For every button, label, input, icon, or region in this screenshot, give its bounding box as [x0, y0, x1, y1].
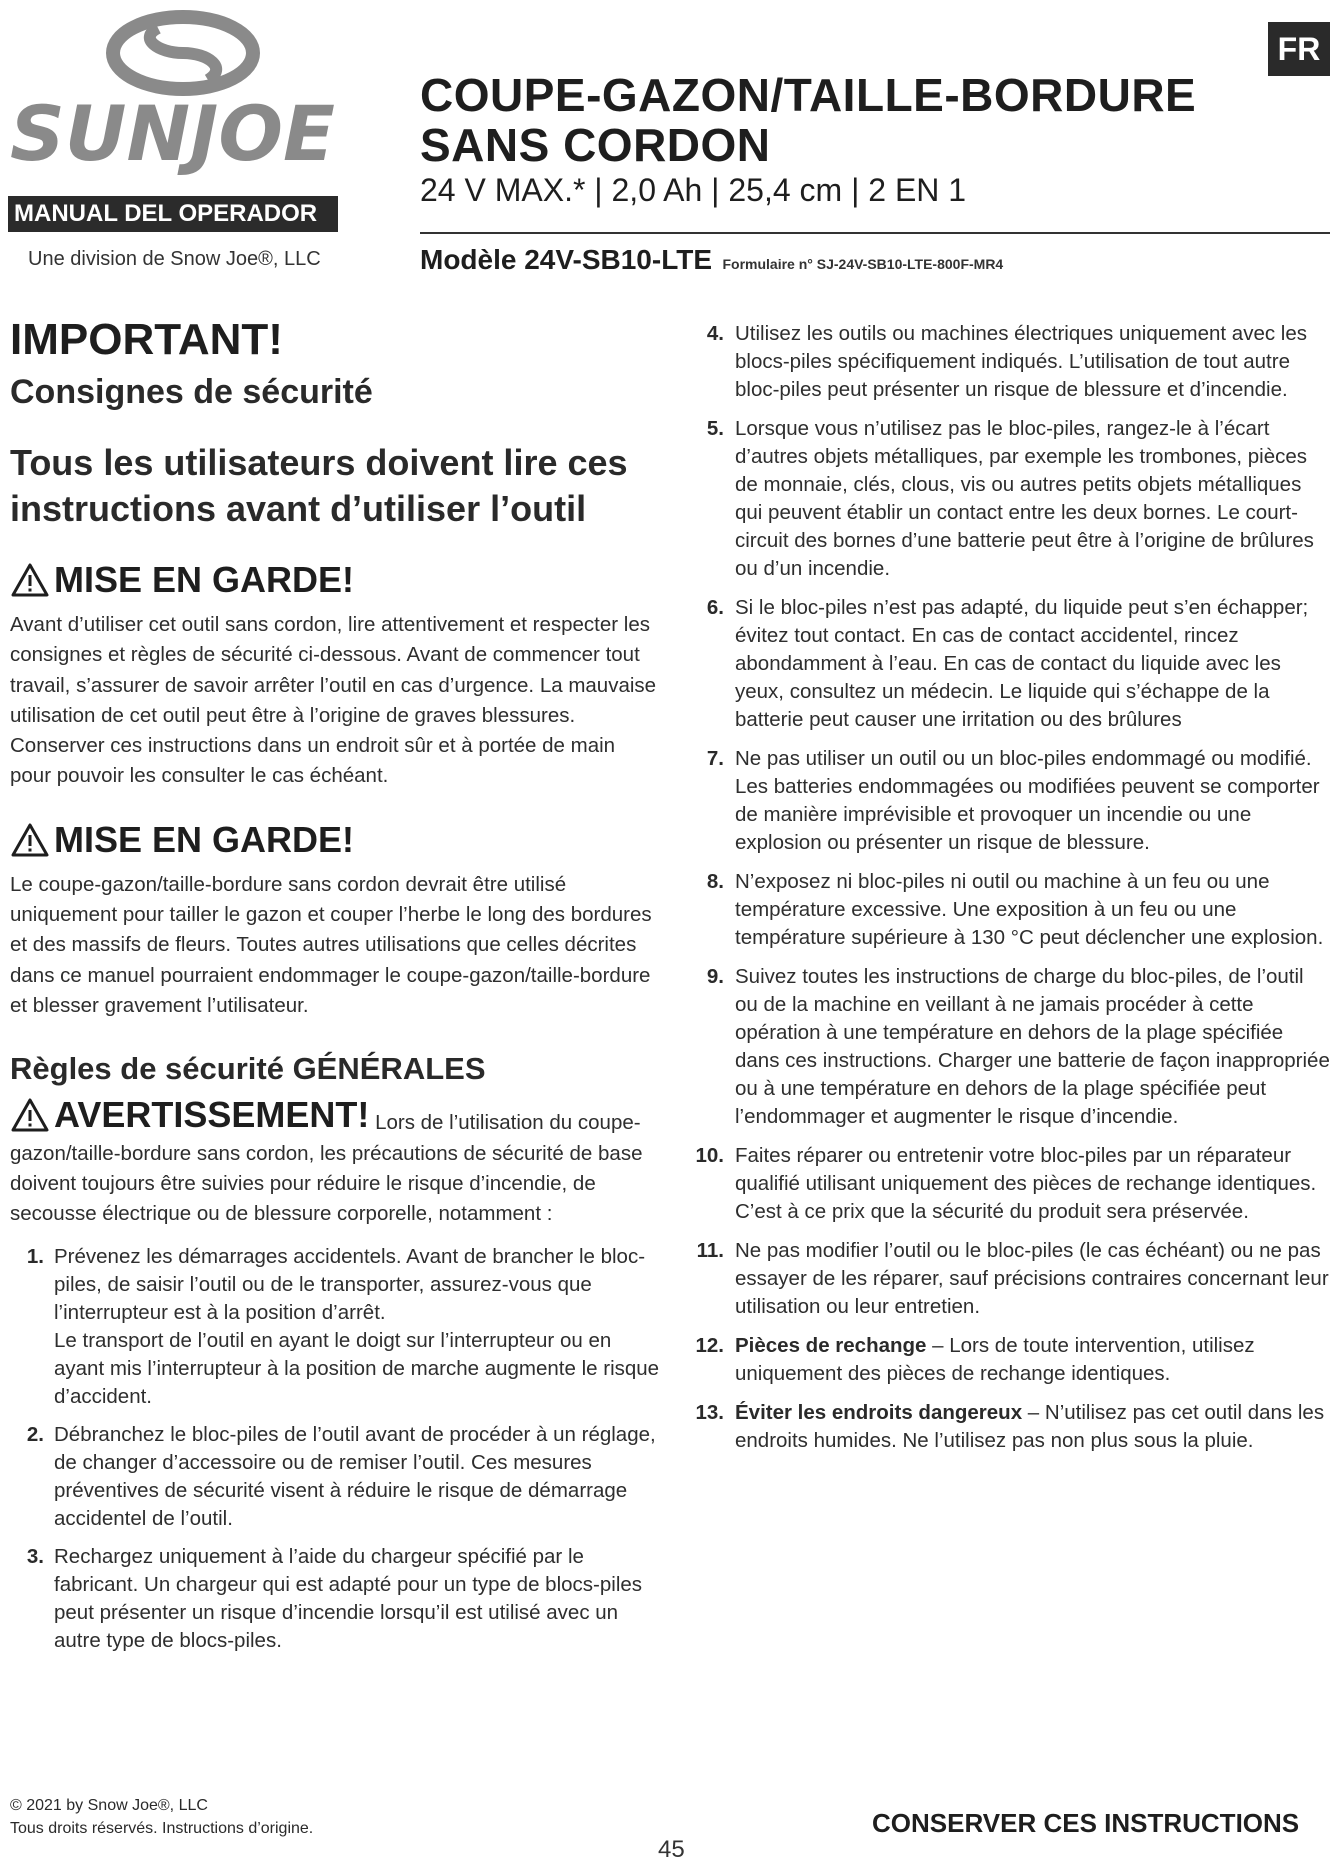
item-text: Rechargez uniquement à l’aide du chargeur spécifié par le fabricant. Un chargeur qui est adapté pour un type de blocs-piles peut présenter un risque d’incendie lorsqu’il est utilisé avec un autre type de blocs-piles.: [54, 1545, 643, 1653]
warning-heading-2: [10, 818, 660, 862]
item-number: 7.: [706, 747, 724, 770]
item-text: Lorsque vous n’utilisez pas le bloc-piles, rangez-le à l’écart d’autres objets métalliques, par exemple les trombones, pièces de monnaie, clés, clous, vis ou autres petits objets métalliques qui peuvent établir un contact entre les deux bornes. Le court-circuit des bornes d’une batterie peut être à l’origine de brûlures ou d’un incendie.: [735, 417, 1314, 580]
item-number: 1.: [26, 1245, 44, 1269]
list-item: [692, 415, 1332, 583]
read-all-heading: Tous les utilisateurs doivent lire ces instructions avant d’utiliser l’outil: [10, 442, 628, 529]
list-item: [10, 1543, 660, 1655]
safety-list-left: [10, 1243, 660, 1655]
safety-instructions-heading: Consignes de sécurité: [10, 373, 373, 411]
warning-triangle-icon: [10, 822, 50, 858]
item-text: Si le bloc-piles n’est pas adapté, du liquide peut s’en échapper; évitez tout contact. En cas de contact accidentel, rincez abondamment à l’eau. En cas de contact du liquide avec les yeux, consultez un médecin. Le liquide qui s’échappe de la batterie peut causer une irritation ou des brûlures: [735, 596, 1309, 731]
warning-title: MISE EN GARDE!: [54, 818, 355, 860]
item-text: Suivez toutes les instructions de charge du bloc-piles, de l’outil ou de la machine en veillant à ne jamais procéder à cette opération à une température en dehors de la plage spécifiée dans ces instructions. Charger une batterie de façon inappropriée ou à une température en dehors de la plage spécifiée peut l’endommager et augmenter le risque d’incendie.: [735, 965, 1330, 1128]
page-number: 45: [658, 1836, 685, 1863]
list-item: [692, 868, 1332, 952]
logo-wordmark: SUNJOE: [10, 89, 335, 178]
list-item: [692, 1332, 1332, 1388]
language-badge: FR: [1268, 22, 1330, 76]
warning-triangle-icon: [10, 562, 50, 598]
keep-instructions: CONSERVER CES INSTRUCTIONS: [872, 1808, 1300, 1838]
list-item: [692, 1142, 1332, 1226]
warning-triangle-icon: [10, 1097, 50, 1133]
list-item: [692, 963, 1332, 1131]
item-number: 13.: [695, 1401, 724, 1424]
item-number: 11.: [696, 1239, 724, 1262]
item-number: 9.: [706, 965, 724, 988]
list-item: [692, 1237, 1332, 1321]
right-column: [692, 320, 1332, 1466]
warning-text-2: Le coupe-gazon/taille-bordure sans cordon devrait être utilisé uniquement pour tailler le gazon et couper l’herbe le long des bordures et des massifs de fleurs. Toutes autres utilisations que celles décrites dans ce manuel pourraient endommager le coupe-gazon/taille-bordure et blesser gravement l’utilisateur.: [10, 872, 652, 1017]
header-divider: [420, 232, 1330, 234]
avertissement-title: AVERTISSEMENT!: [54, 1094, 370, 1136]
item-text: – N’utilisez pas cet outil dans les endroits humides. Ne l’utilisez pas non plus sous la pluie.: [735, 1401, 1325, 1452]
item-text: Ne pas utiliser un outil ou un bloc-piles endommagé ou modifié. Les batteries endommagées ou modifiées peuvent se comporter de manière imprévisible et provoquer un incendie ou une explosion ou présenter un risque de blessure.: [735, 747, 1320, 854]
item-text: Prévenez les démarrages accidentels. Avant de brancher le bloc-piles, de saisir l’outil ou de le transporter, assurez-vous que l’interrupteur est à la position d’arrêt.: [54, 1245, 646, 1325]
list-item: [692, 1399, 1332, 1455]
product-title-line2: SANS CORDON: [420, 119, 771, 171]
warning-title: MISE EN GARDE!: [54, 559, 355, 600]
item-lead: Pièces de rechange: [735, 1334, 927, 1357]
item-number: 4.: [706, 322, 724, 345]
model-number: Modèle 24V-SB10-LTE: [420, 244, 713, 275]
item-number: 2.: [26, 1423, 44, 1447]
item-text: Faites réparer ou entretenir votre bloc-piles par un réparateur qualifié utilisant uniquement des pièces de rechange identiques. C’est à ce prix que la sécurité du produit sera préservée.: [735, 1144, 1317, 1223]
important-heading: IMPORTANT!: [10, 315, 283, 364]
safety-list-right: [692, 320, 1332, 1455]
general-rules-heading: Règles de sécurité GÉNÉRALES: [10, 1051, 486, 1087]
model-line: [420, 244, 1003, 276]
manual-label: MANUAL DEL OPERADOR: [8, 196, 338, 232]
sunjoe-logo: [8, 8, 338, 178]
copyright: [10, 1794, 313, 1840]
item-lead: Éviter les endroits dangereux: [735, 1401, 1023, 1424]
item-number: 3.: [26, 1545, 44, 1569]
product-specs: 24 V MAX.* | 2,0 Ah | 25,4 cm | 2 EN 1: [420, 172, 967, 208]
item-text-continued: Le transport de l’outil en ayant le doigt sur l’interrupteur ou en ayant mis l’interrupteur à la position de marche augmente le risque d’accident.: [54, 1329, 660, 1409]
avertissement-text: Lors de l’utilisation du coupe-gazon/taille-bordure sans cordon, les précautions de sécurité de base doivent toujours être suivies pour réduire le risque d’incendie, de secousse électrique ou de blessure corporelle, notamment :: [10, 1111, 643, 1226]
list-item: [10, 1421, 660, 1533]
form-number: Formulaire n° SJ-24V-SB10-LTE-800F-MR4: [722, 256, 1004, 272]
item-number: 5.: [706, 417, 724, 440]
item-text: Utilisez les outils ou machines électriques uniquement avec les blocs-piles spécifiquement indiqués. L’utilisation de tout autre bloc-piles peut présenter un risque de blessure et d’incendie.: [735, 322, 1308, 401]
warning-heading-1: [10, 558, 660, 602]
avertissement-heading: [10, 1094, 370, 1136]
avertissement-block: [10, 1094, 660, 1229]
item-number: 8.: [706, 870, 724, 893]
item-text: Ne pas modifier l’outil ou le bloc-piles (le cas échéant) ou ne pas essayer de les réparer, sauf précisions contraires concernant leur utilisation ou leur entretien.: [735, 1239, 1329, 1318]
item-text: Débranchez le bloc-piles de l’outil avant de procéder à un réglage, de changer d’accessoire ou de remiser l’outil. Ces mesures préventives de sécurité visent à réduire le risque de démarrage accidentel de l’outil.: [54, 1423, 656, 1531]
list-item: [692, 745, 1332, 857]
warning-text-1: Avant d’utiliser cet outil sans cordon, lire attentivement et respecter les consignes et règles de sécurité ci-dessous. Avant de commencer tout travail, s’assurer de savoir arrêter l’outil en cas d’urgence. La mauvaise utilisation de cet outil peut être à l’origine de graves blessures. Conserver ces instructions dans un endroit sûr et à portée de main pour pouvoir les consulter le cas échéant.: [10, 613, 657, 788]
left-column: [10, 314, 660, 1665]
item-number: 12.: [695, 1334, 724, 1357]
item-text: N’exposez ni bloc-piles ni outil ou machine à un feu ou une température excessive. Une exposition à un feu ou une température supérieure à 130 °C peut déclencher une explosion.: [735, 870, 1324, 949]
list-item: [10, 1243, 660, 1411]
list-item: [692, 594, 1332, 734]
product-title-line1: COUPE-GAZON/TAILLE-BORDURE: [420, 69, 1197, 121]
item-number: 6.: [706, 596, 724, 619]
list-item: [692, 320, 1332, 404]
item-number: 10.: [695, 1144, 724, 1167]
item-text: – Lors de toute intervention, utilisez uniquement des pièces de rechange identiques.: [735, 1334, 1255, 1385]
division-text: Une division de Snow Joe®, LLC: [28, 248, 321, 270]
copyright-line1: © 2021 by Snow Joe®, LLC: [10, 1797, 208, 1814]
copyright-line2: Tous droits réservés. Instructions d’origine.: [10, 1820, 314, 1837]
